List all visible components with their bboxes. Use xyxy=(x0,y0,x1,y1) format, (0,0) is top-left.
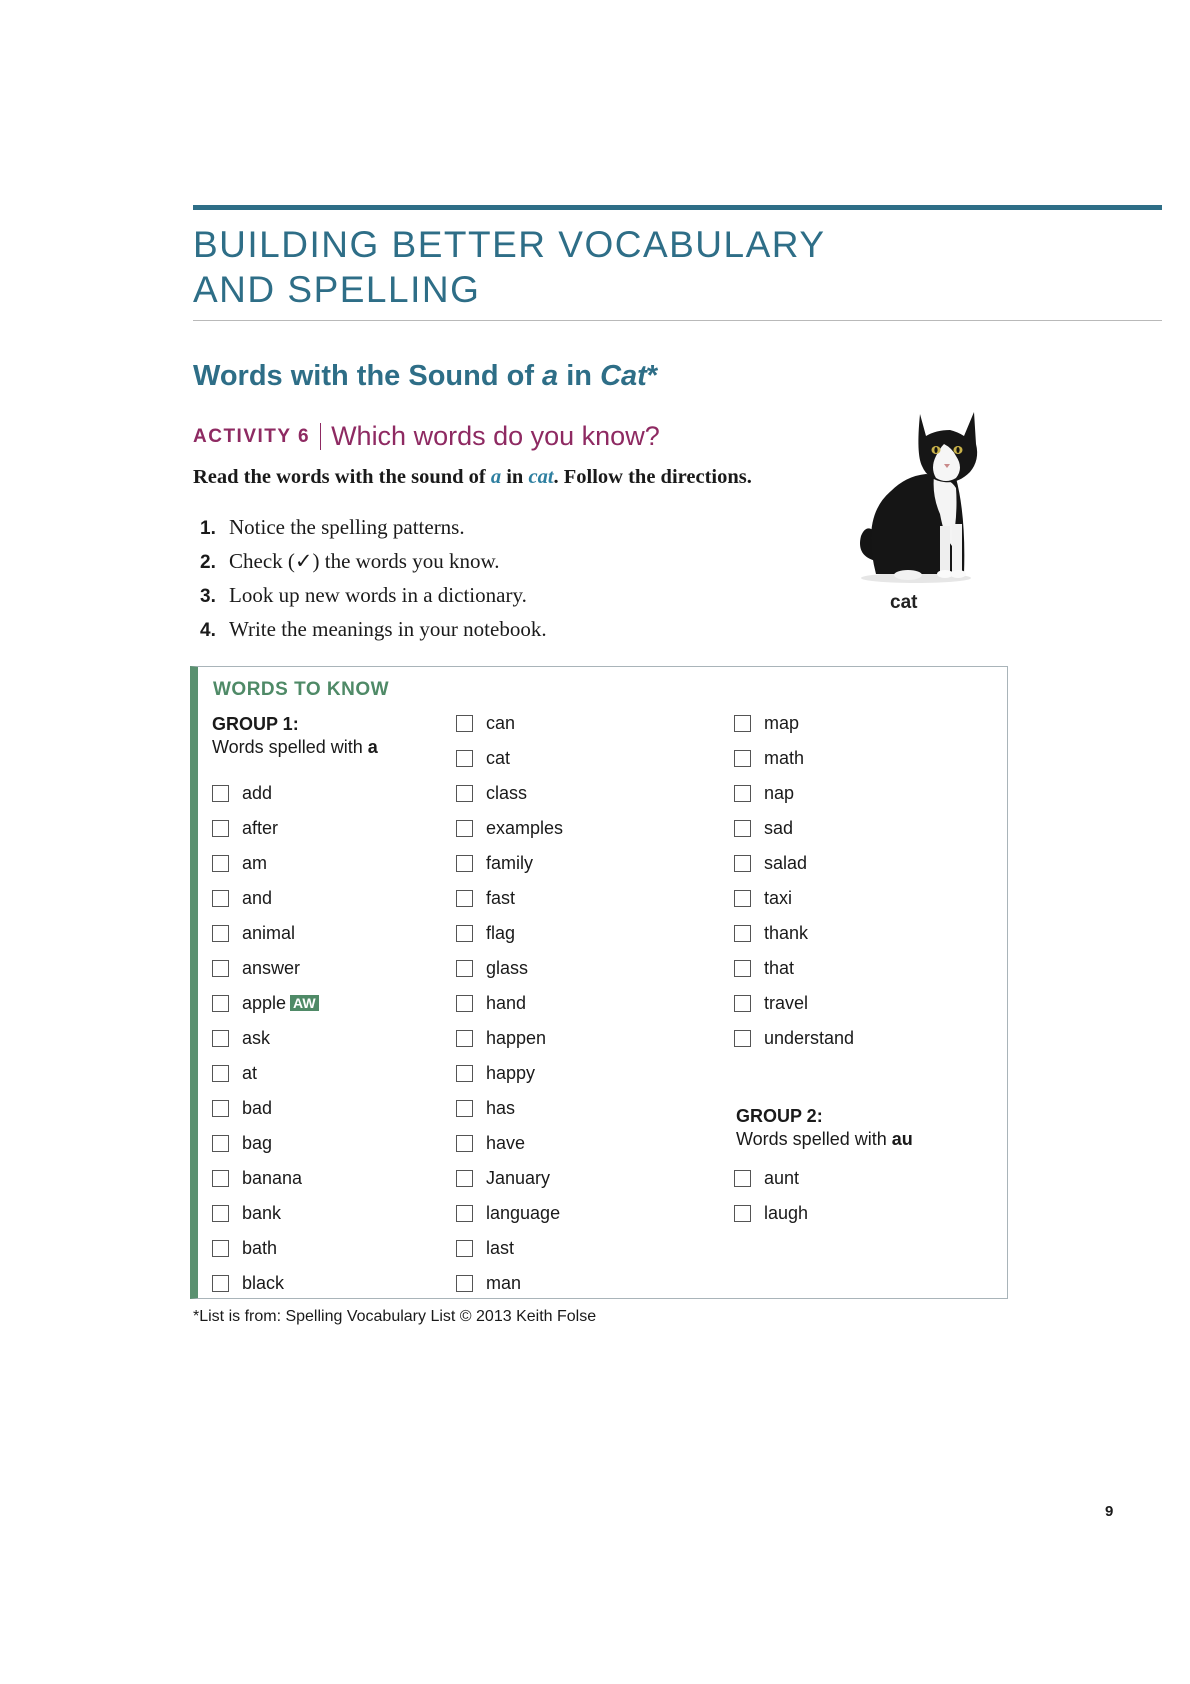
checkbox[interactable] xyxy=(212,785,229,802)
word-item-happen[interactable]: happen xyxy=(456,1027,546,1049)
checkbox[interactable] xyxy=(456,925,473,942)
checkbox[interactable] xyxy=(212,1170,229,1187)
word-item-class[interactable]: class xyxy=(456,782,527,804)
checkbox[interactable] xyxy=(212,1240,229,1257)
title-line-1: BUILDING BETTER VOCABULARY xyxy=(193,224,826,265)
word-item-taxi[interactable]: taxi xyxy=(734,887,792,909)
word-item-bank[interactable]: bank xyxy=(212,1202,281,1224)
checkbox[interactable] xyxy=(456,820,473,837)
word-item-glass[interactable]: glass xyxy=(456,957,528,979)
checkbox[interactable] xyxy=(456,785,473,802)
steps-list xyxy=(200,515,547,651)
word-item-answer[interactable]: answer xyxy=(212,957,300,979)
checkbox[interactable] xyxy=(456,1065,473,1082)
checkbox[interactable] xyxy=(734,1030,751,1047)
section-title xyxy=(193,222,826,312)
word-item-examples[interactable]: examples xyxy=(456,817,563,839)
photo-caption: cat xyxy=(890,592,918,613)
word-item-language[interactable]: language xyxy=(456,1202,560,1224)
checkbox[interactable] xyxy=(456,715,473,732)
checkbox[interactable] xyxy=(734,995,751,1012)
word-item-cat[interactable]: cat xyxy=(456,747,510,769)
checkbox[interactable] xyxy=(212,925,229,942)
group-2-heading: GROUP 2: Words spelled with au xyxy=(736,1106,913,1149)
checkbox[interactable] xyxy=(456,995,473,1012)
word-item-am[interactable]: am xyxy=(212,852,267,874)
checkbox[interactable] xyxy=(212,1275,229,1292)
checkbox[interactable] xyxy=(212,820,229,837)
word-item-bad[interactable]: bad xyxy=(212,1097,272,1119)
checkbox[interactable] xyxy=(212,1065,229,1082)
word-item-fast[interactable]: fast xyxy=(456,887,515,909)
checkbox[interactable] xyxy=(734,925,751,942)
aw-badge: AW xyxy=(290,995,319,1011)
directions: Read the words with the sound of a in cat. Follow the directions. xyxy=(193,466,752,488)
word-item-nap[interactable]: nap xyxy=(734,782,794,804)
word-item-and[interactable]: and xyxy=(212,887,272,909)
word-item-at[interactable]: at xyxy=(212,1062,257,1084)
checkbox[interactable] xyxy=(456,960,473,977)
title-line-2: AND SPELLING xyxy=(193,269,481,310)
word-item-math[interactable]: math xyxy=(734,747,804,769)
word-item-bath[interactable]: bath xyxy=(212,1237,277,1259)
word-item-can[interactable]: can xyxy=(456,712,515,734)
checkbox[interactable] xyxy=(734,715,751,732)
checkbox[interactable] xyxy=(212,1100,229,1117)
checkbox[interactable] xyxy=(734,890,751,907)
checkbox[interactable] xyxy=(456,1240,473,1257)
word-item-salad[interactable]: salad xyxy=(734,852,807,874)
checkbox[interactable] xyxy=(734,785,751,802)
checkbox[interactable] xyxy=(212,1205,229,1222)
activity-label: ACTIVITY 6 xyxy=(193,425,311,447)
checkbox[interactable] xyxy=(212,855,229,872)
checkbox[interactable] xyxy=(456,1135,473,1152)
checkbox[interactable] xyxy=(456,1030,473,1047)
word-item-animal[interactable]: animal xyxy=(212,922,295,944)
cat-photo xyxy=(846,396,986,586)
page-number: 9 xyxy=(1105,1503,1114,1520)
word-item-man[interactable]: man xyxy=(456,1272,521,1294)
checkbox[interactable] xyxy=(734,1170,751,1187)
word-item-map[interactable]: map xyxy=(734,712,799,734)
checkbox[interactable] xyxy=(212,960,229,977)
checkbox[interactable] xyxy=(456,855,473,872)
word-item-january[interactable]: January xyxy=(456,1167,550,1189)
checkbox[interactable] xyxy=(456,1205,473,1222)
checkbox[interactable] xyxy=(456,1275,473,1292)
step-item: 1. Notice the spelling patterns. xyxy=(200,515,465,539)
word-item-hand[interactable]: hand xyxy=(456,992,526,1014)
word-item-understand[interactable]: understand xyxy=(734,1027,854,1049)
word-item-flag[interactable]: flag xyxy=(456,922,515,944)
word-item-black[interactable]: black xyxy=(212,1272,284,1294)
checkbox[interactable] xyxy=(734,960,751,977)
word-item-travel[interactable]: travel xyxy=(734,992,808,1014)
step-item: 3. Look up new words in a dictionary. xyxy=(200,583,527,607)
top-rule xyxy=(193,205,1162,210)
word-item-laugh[interactable]: laugh xyxy=(734,1202,808,1224)
checkbox[interactable] xyxy=(456,890,473,907)
word-item-happy[interactable]: happy xyxy=(456,1062,535,1084)
word-item-after[interactable]: after xyxy=(212,817,278,839)
checkbox[interactable] xyxy=(212,1030,229,1047)
word-item-bag[interactable]: bag xyxy=(212,1132,272,1154)
word-item-has[interactable]: has xyxy=(456,1097,515,1119)
word-item-apple[interactable]: apple AW xyxy=(212,992,319,1014)
word-item-banana[interactable]: banana xyxy=(212,1167,302,1189)
word-item-last[interactable]: last xyxy=(456,1237,514,1259)
checkbox[interactable] xyxy=(456,750,473,767)
words-to-know-box xyxy=(190,666,1008,1299)
word-item-thank[interactable]: thank xyxy=(734,922,808,944)
checkbox[interactable] xyxy=(734,820,751,837)
subheading: Words with the Sound of a in Cat* xyxy=(193,360,659,392)
box-title: WORDS TO KNOW xyxy=(213,679,390,700)
checkbox[interactable] xyxy=(212,890,229,907)
word-item-add[interactable]: add xyxy=(212,782,272,804)
activity-divider xyxy=(320,423,321,450)
group-1-heading: GROUP 1: Words spelled with a xyxy=(212,714,378,757)
step-item: 2. Check (✓) the words you know. xyxy=(200,549,500,573)
checkbox[interactable] xyxy=(456,1100,473,1117)
word-item-family[interactable]: family xyxy=(456,852,533,874)
checkbox[interactable] xyxy=(734,750,751,767)
activity-question: Which words do you know? xyxy=(331,421,660,451)
checkbox[interactable] xyxy=(734,1205,751,1222)
word-item-ask[interactable]: ask xyxy=(212,1027,270,1049)
checkbox[interactable] xyxy=(456,1170,473,1187)
title-divider xyxy=(193,320,1162,321)
checkbox[interactable] xyxy=(212,1135,229,1152)
activity-heading xyxy=(193,421,660,452)
footnote: *List is from: Spelling Vocabulary List © 2013 Keith Folse xyxy=(193,1308,597,1325)
checkbox[interactable] xyxy=(734,855,751,872)
word-item-sad[interactable]: sad xyxy=(734,817,793,839)
word-item-have[interactable]: have xyxy=(456,1132,525,1154)
step-item: 4. Write the meanings in your notebook. xyxy=(200,617,547,641)
word-item-aunt[interactable]: aunt xyxy=(734,1167,799,1189)
checkbox[interactable] xyxy=(212,995,229,1012)
word-item-that[interactable]: that xyxy=(734,957,794,979)
